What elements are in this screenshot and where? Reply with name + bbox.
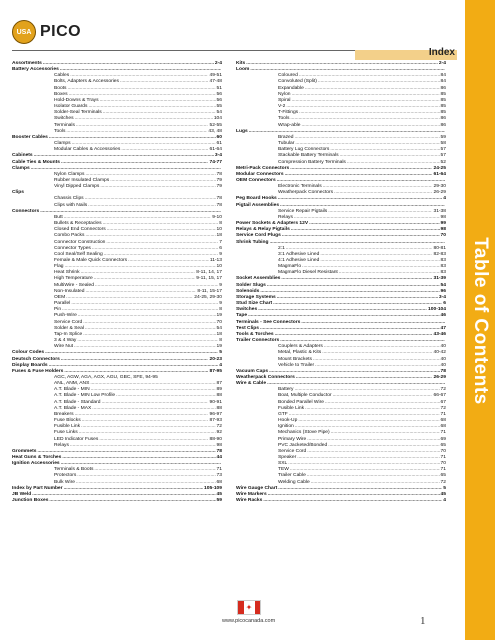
entry-page: 54 (440, 282, 446, 288)
entry-page: 98 (216, 442, 222, 448)
entry-page: 20-23 (209, 356, 222, 362)
entry-title: Bolts, Adapters & Accessories (54, 79, 119, 85)
entry-title: Terminals (54, 122, 75, 128)
entry-title: High Temperature (54, 276, 93, 282)
entry-title: Female & Male Quick Connectors (54, 258, 128, 263)
entry-title: 3:1 Adhesive Lined (278, 251, 320, 257)
entry-title: A.T. Blade - MAX (54, 405, 92, 411)
entry-title: Spiral (278, 97, 291, 103)
entry-title: SXL (278, 461, 288, 467)
entry-page: 45 (440, 491, 446, 497)
entry-page: 88-90 (209, 436, 222, 442)
entry-page: 40 (440, 344, 446, 350)
entry-page: 70 (216, 319, 222, 325)
entry-title: Index by Part Number (12, 485, 63, 491)
entry-title: Relays (278, 214, 293, 220)
entry-page: 85 (440, 104, 446, 110)
entry-title: Clips (12, 190, 24, 196)
entry-page: 71 (440, 455, 446, 460)
entry-page: 85 (440, 97, 446, 103)
entry-title: Tape (236, 313, 248, 319)
entry-title: Service Repair Pigtails (278, 208, 328, 214)
entry-page: 7 (219, 239, 222, 245)
entry-title: Trailer Cable (278, 473, 306, 479)
entry-title: Nylon (278, 91, 291, 97)
entry-page: 26-29 (433, 190, 446, 196)
entry-page: 29-30 (433, 184, 446, 190)
entry-title: Tools & Torches (236, 331, 274, 337)
entry-title: Convoluted (Split) (278, 79, 317, 85)
entry-page: 43-46 (433, 331, 446, 337)
entry-title: Terminals & Boots (54, 467, 94, 473)
entry-title: Solder-Seal Terminals (54, 110, 102, 116)
entry-page: 52 (440, 159, 446, 165)
entry-page: 72 (440, 405, 446, 411)
entry-page: 86 (440, 116, 446, 122)
entry-page: 78 (440, 368, 446, 374)
entry-page: 59 (440, 134, 446, 140)
entry-page: 83 (440, 264, 446, 270)
entry-page: 78 (216, 448, 222, 454)
entry-title: Cables (54, 73, 70, 79)
entry-page: 44 (216, 455, 222, 460)
entry-title: T-Fittings (278, 110, 299, 116)
entry-title: Clips with Nails (54, 202, 88, 208)
entry-title: Flag (54, 264, 64, 270)
entry-title: Connectors (12, 208, 40, 214)
entry-page: 72 (440, 387, 446, 393)
entry-title: Tools (278, 116, 290, 122)
entry-page: 59 (216, 498, 222, 504)
entry-title: Pin (54, 307, 62, 313)
entry-title: Stud Size Chart (236, 301, 273, 307)
entry-title: Pigtail Assemblies (236, 202, 280, 208)
entry-title: Fuse Links (54, 430, 78, 436)
entry-page: 66-67 (433, 393, 446, 399)
entry-page: 19 (216, 313, 222, 319)
entry-page: 18 (216, 233, 222, 239)
entry-page: 40 (440, 356, 446, 362)
entry-page: 85 (440, 91, 446, 97)
entry-page: 40 (440, 362, 446, 368)
entry-title: Loom (236, 67, 250, 73)
entry-page: 9-11, 15, 17 (196, 276, 222, 282)
entry-page: 88 (216, 405, 222, 411)
dot-leader (49, 498, 215, 504)
entry-title: Non-Insulated (54, 288, 85, 294)
entry-page: 105-109 (204, 485, 222, 491)
entry-title: Kits (236, 61, 246, 66)
entry-title: Relays & Relay Pigtails (236, 227, 290, 233)
entry-page: 79 (216, 184, 222, 190)
entry-page: 31-38 (433, 208, 446, 214)
entry-page: 70 (440, 233, 446, 239)
entry-title: Ignition (278, 424, 294, 430)
entry-page: 82-83 (433, 251, 446, 257)
page-number: 1 (420, 615, 426, 627)
entry-page: 92 (216, 430, 222, 436)
entry-page: 6 (219, 245, 222, 251)
entry-title: Boots (54, 85, 67, 91)
entry-title: Weatherpack Connectors (278, 190, 334, 196)
entry-page: 4 (443, 498, 446, 504)
entry-title: Clamps (54, 141, 71, 147)
entry-page: 71 (440, 430, 446, 436)
entry-title: Bullets & Receptacles (54, 221, 102, 227)
entry-page: 56 (216, 97, 222, 103)
entry-title: GTF (278, 411, 288, 417)
footer-url[interactable]: www.picocanada.com (222, 618, 276, 624)
entry-title: Mount Brackets (278, 356, 312, 362)
entry-title: Tubular (278, 141, 295, 147)
entry-title: Isolator Guards (54, 104, 88, 110)
entry-title: MagmaFlo Diesel Resistant (278, 270, 338, 276)
entry-page: 43, 48 (208, 128, 222, 134)
entry-page: 2-4 (438, 61, 446, 66)
entry-title: Parallel (54, 301, 71, 307)
entry-page: 4 (219, 362, 222, 368)
entry-page: 89 (216, 387, 222, 393)
entry-page: 74-77 (209, 159, 222, 165)
entry-title: Ignition Accessories (12, 461, 60, 467)
entry-title: Expandable (278, 85, 304, 91)
entry-title: Boat, Multiple Conductor (278, 393, 332, 399)
entry-title: OEM Connectors (236, 177, 276, 183)
entry-title: Cabinets (12, 153, 33, 159)
entry-title: Metal, Plastic & Kits (278, 350, 322, 356)
entry-page: 85 (440, 110, 446, 116)
entry-title: Connector Types (54, 245, 91, 251)
entry-title: Peg Board Hooks (236, 196, 277, 202)
entry-title: TEW (278, 467, 289, 473)
entry-page: 56 (216, 91, 222, 97)
entry-page: 73 (216, 473, 222, 479)
entry-page: 6 (443, 301, 446, 307)
entry-page: 47 (440, 325, 446, 331)
entry-title: Junction Boxes (12, 498, 49, 504)
entry-title: Wire & Cable (236, 381, 267, 387)
entry-page: 49-51 (209, 73, 222, 79)
entry-title: Vinyl Dipped Clamps (54, 184, 100, 190)
entry-page: 65 (440, 473, 446, 479)
entry-title: Switches (54, 116, 74, 122)
entry-title: Primary Wire (278, 436, 307, 442)
entry-title: Mechanics (Stove Pipe) (278, 430, 330, 436)
entry-title: MultiWire - Sealed (54, 282, 94, 288)
entry-page: 78 (216, 196, 222, 202)
entry-title: Socket Assemblies (236, 276, 281, 282)
entry-page: 24-25, 29-30 (194, 294, 222, 300)
logo-badge-icon: USA (12, 20, 36, 44)
entry-page: 5 (443, 485, 446, 491)
entry-title: Weatherpack Connectors (236, 374, 295, 380)
entry-title: Breakers (54, 411, 74, 417)
entry-title: Wire Racks (236, 498, 263, 504)
entry-title: Service Cord (54, 319, 83, 325)
entry-title: Bulk Wire (54, 479, 75, 485)
entry-page: 57 (440, 147, 446, 153)
entry-page: 79 (216, 177, 222, 183)
entry-title: 2:1 (278, 245, 285, 251)
entry-page: 86 (440, 85, 446, 91)
entry-title: Deutsch Connectors (12, 356, 60, 362)
entry-page: 3-4 (438, 294, 446, 300)
entry-page: 98 (440, 214, 446, 220)
entry-page: 61 (216, 141, 222, 147)
entry-title: 4:1 Adhesive Lined (278, 258, 320, 263)
entry-page: 88 (216, 393, 222, 399)
entry-page: 58 (440, 141, 446, 147)
dot-leader (263, 498, 442, 504)
entry-page: 72 (216, 424, 222, 430)
entry-title: Protectors (54, 473, 77, 479)
entry-title: Service Cord Plugs (236, 233, 281, 239)
entry-page: 47-48 (209, 79, 222, 85)
index-heading (236, 498, 446, 504)
entry-page: 10 (216, 264, 222, 270)
entry-page: 9 (219, 251, 222, 257)
entry-title: ANL, ANM, ANS (54, 381, 90, 387)
entry-page: 65 (440, 442, 446, 448)
entry-title: OEM (54, 294, 66, 300)
entry-title: Welding Cable (278, 479, 310, 485)
entry-title: 3 & 4 Way (54, 338, 77, 344)
entry-page: 24-25 (433, 165, 446, 171)
entry-page: 96-97 (209, 411, 222, 417)
entry-title: Combo Packs (54, 233, 85, 239)
entry-page: 2-4 (214, 61, 222, 66)
entry-page: 68 (440, 418, 446, 424)
entry-title: Bonded Parallel Wire (278, 399, 324, 405)
entry-page: 57 (440, 153, 446, 159)
entry-page: 8 (219, 338, 222, 344)
entry-title: Wire Nut (54, 344, 74, 350)
entry-page: 83 (440, 270, 446, 276)
entry-title: Service Cord (278, 448, 307, 454)
entry-title: Speaker (278, 455, 297, 460)
entry-page: 51 (216, 85, 222, 91)
entry-title: Metri-Pack Connectors (236, 165, 290, 171)
entry-page: 104 (213, 116, 222, 122)
side-title: Table of Contents (470, 237, 491, 405)
entry-title: Test Clips (236, 325, 260, 331)
entry-title: Nylon Clamps (54, 171, 85, 177)
entry-page: 9 (219, 282, 222, 288)
entry-page: 5 (219, 350, 222, 356)
entry-title: Colour Codes (12, 350, 45, 356)
entry-page: 96 (440, 288, 446, 294)
entry-page: 78 (216, 171, 222, 177)
entry-page: 45 (216, 491, 222, 497)
entry-title: Fuse Blocks (54, 418, 81, 424)
entry-title: Trailer Connectors (236, 338, 280, 344)
entry-title: MagmaFlo (278, 264, 302, 270)
entry-page: 68 (440, 424, 446, 430)
entry-title: Solenoids (236, 288, 260, 294)
entry-page: 87-95 (209, 368, 222, 374)
entry-title: Push-Wire (54, 313, 77, 319)
entry-title: Booster Cables (12, 134, 48, 140)
entry-page: 54 (216, 110, 222, 116)
entry-title: Storage Systems (236, 294, 276, 300)
entry-title: Fuses & Fuse Holders (12, 368, 64, 374)
entry-page: 84 (440, 73, 446, 79)
entry-page: 3-4 (214, 153, 222, 159)
entry-title: Brazed (278, 134, 294, 140)
entry-title: Terminals - See Connectors (236, 319, 301, 325)
entry-page: 52-55 (209, 122, 222, 128)
entry-page: 83 (440, 258, 446, 263)
entry-title: V-2 (278, 104, 286, 110)
entry-title: Heat Shrink (54, 270, 80, 276)
entry-title: Butt (54, 214, 63, 220)
entry-title: Fusible Link (54, 424, 81, 430)
entry-title: AGC, AGW, AGA, AGX, AGU, GBC, SFE, 94-95 (54, 374, 158, 380)
entry-title: Rubber Insulated Clamps (54, 177, 110, 183)
entry-title: Coloured (278, 73, 298, 79)
entry-page: 71 (440, 467, 446, 473)
entry-page: 78 (216, 202, 222, 208)
index-column-right (236, 61, 446, 504)
entry-page: 72 (440, 479, 446, 485)
entry-page: 19 (216, 344, 222, 350)
entry-title: Clamps (12, 165, 30, 171)
entry-page: 84 (440, 79, 446, 85)
entry-title: Battery (278, 387, 294, 393)
entry-page: 80-81 (433, 245, 446, 251)
entry-title: Boxes (54, 91, 68, 97)
entry-title: Vacuum Caps (236, 368, 269, 374)
entry-title: Electronic Terminals (278, 184, 322, 190)
entry-page: 10 (216, 227, 222, 233)
entry-title: Fusible Link (278, 405, 305, 411)
entry-page: 4 (443, 196, 446, 202)
entry-title: LED Indicator Fuses (54, 436, 99, 442)
entry-title: Cool Seal/Self Sealing (54, 251, 103, 257)
entry-title: Shrink Tubing (236, 239, 269, 245)
side-band (465, 0, 495, 640)
entry-title: Display Boards (12, 362, 48, 368)
entry-page: 61-64 (433, 171, 446, 177)
entry-page: 54 (216, 325, 222, 331)
entry-title: Modular Connectors (236, 171, 284, 177)
entry-title: Wire Markers (236, 491, 267, 497)
entry-title: Closed End Connectors (54, 227, 106, 233)
index-column-left (12, 61, 222, 504)
entry-title: Heat Guns & Torches (12, 455, 62, 460)
entry-title: Tools (54, 128, 66, 134)
entry-page: 86 (440, 122, 446, 128)
entry-title: Battery Accessories (12, 67, 59, 73)
entry-title: A.T. Blade - Standard (54, 399, 101, 405)
entry-page: 11-13 (209, 258, 222, 263)
entry-page: 9-10 (212, 214, 222, 220)
canada-flag-icon: ✦ (237, 600, 261, 615)
entry-title: Connector Construction (54, 239, 106, 245)
entry-title: Grommets (12, 448, 37, 454)
entry-page: 8 (219, 307, 222, 313)
entry-page: 87 (216, 381, 222, 387)
entry-page: 70 (440, 461, 446, 467)
entry-title: Wire Gauge Chart (236, 485, 278, 491)
entry-title: Couplers & Adapters (278, 344, 323, 350)
entry-page: 67 (440, 399, 446, 405)
entry-page: 71 (440, 411, 446, 417)
entry-page: 8-11, 14, 17 (196, 270, 222, 276)
entry-page: 60 (216, 134, 222, 140)
entry-title: Solder Slugs (236, 282, 266, 288)
entry-page: 61-64 (209, 147, 222, 153)
entry-title: A.T. Blade - MIN (54, 387, 90, 393)
entry-title: Solder & Seal (54, 325, 84, 331)
entry-page: 40-42 (433, 350, 446, 356)
entry-title: JB Weld (12, 491, 32, 497)
section-label: Index (428, 47, 455, 58)
entry-page: 71 (216, 467, 222, 473)
entry-page: 70 (440, 448, 446, 454)
entry-title: Battery Lug Connectors (278, 147, 330, 153)
entry-title: Hold-Downs & Trays (54, 97, 99, 103)
entry-page: 90-91 (209, 399, 222, 405)
entry-page: 99 (440, 221, 446, 227)
entry-page: 26-29 (433, 374, 446, 380)
entry-title: Modular Cables & Accessories (54, 147, 121, 153)
entry-title: PVC Jacketed/Bonded (278, 442, 328, 448)
entry-page: 98 (440, 227, 446, 233)
dot-leader (100, 184, 215, 190)
entry-title: Compression Battery Terminals (278, 159, 346, 165)
entry-title: Tap-In Splice (54, 331, 83, 337)
entry-page: 100-104 (428, 307, 446, 313)
entry-title: Lugs (236, 128, 248, 134)
entry-title: Power Sockets & Adapters 12V (236, 221, 309, 227)
index-heading (12, 498, 222, 504)
entry-title: Cable Ties & Mounts (12, 159, 61, 165)
entry-page: 68 (216, 479, 222, 485)
entry-title: Stackable Battery Terminals (278, 153, 339, 159)
entry-title: Switches (236, 307, 258, 313)
brand-logo (12, 20, 81, 44)
entry-title: A.T. Blade - MIN Low Profile (54, 393, 116, 399)
entry-page: 31-39 (433, 276, 446, 282)
entry-title: Vehicle to Trailer (278, 362, 315, 368)
entry-page: 18 (216, 331, 222, 337)
entry-title: Relays (54, 442, 69, 448)
entry-page: 8-11, 15-17 (197, 288, 222, 294)
entry-page: 69 (440, 436, 446, 442)
entry-page: 9 (219, 301, 222, 307)
brand-name: PICO (40, 23, 82, 40)
entry-title: Wrap-able (278, 122, 301, 128)
entry-title: Hook-Up (278, 418, 298, 424)
entry-page: 46 (440, 313, 446, 319)
entry-page: 8 (219, 221, 222, 227)
entry-page: 55 (216, 104, 222, 110)
entry-title: Chassis Clips (54, 196, 84, 202)
entry-title: Assortments (12, 61, 42, 66)
entry-page: 87-93 (209, 418, 222, 424)
